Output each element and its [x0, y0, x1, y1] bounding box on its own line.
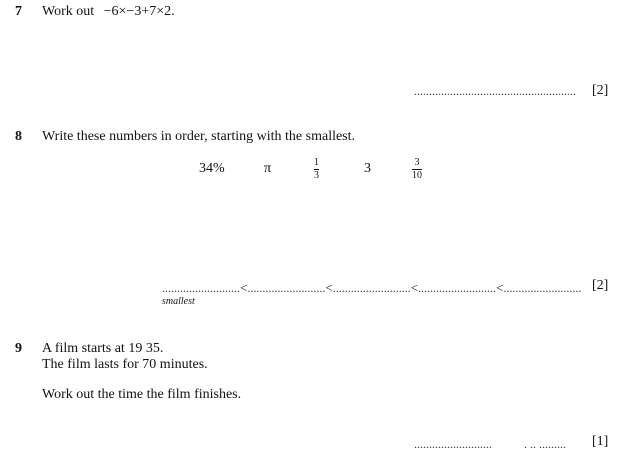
less-than-1: < [240, 280, 248, 295]
question-8-prompt: Write these numbers in order, starting with the smallest. [42, 129, 356, 144]
question-9-number: 9 [15, 341, 22, 356]
question-7-prompt [42, 4, 175, 20]
value-pi: π [264, 161, 272, 176]
question-7-expression: −6×−3+7×2. [103, 4, 175, 19]
question-9-answer-line[interactable]: .......................... [414, 437, 492, 451]
smallest-label: smallest [162, 296, 195, 307]
question-8-number: 8 [15, 129, 22, 144]
blank-4[interactable]: .......................... [418, 281, 497, 295]
value-34-percent: 34% [199, 161, 225, 176]
value-three-tenths [412, 158, 422, 181]
less-than-4: < [496, 280, 504, 295]
blank-1[interactable]: .......................... [162, 281, 240, 295]
ordering-answer-row [162, 280, 581, 296]
question-7-prompt-text: Work out [42, 4, 95, 19]
value-one-third [314, 158, 319, 181]
one-third-denominator: 3 [314, 170, 319, 181]
question-9-marks: [1] [592, 434, 609, 449]
question-9-instruction: Work out the time the film finishes. [42, 387, 242, 402]
blank-3[interactable]: .......................... [332, 281, 411, 295]
question-7-answer-line[interactable]: ...................................................... [414, 84, 576, 98]
blank-2[interactable]: .......................... [247, 281, 326, 295]
one-third-numerator: 1 [314, 157, 319, 168]
three-tenths-numerator: 3 [414, 157, 420, 168]
three-tenths-denominator: 10 [412, 170, 422, 181]
value-three: 3 [364, 161, 371, 176]
question-9-line-2: The film lasts for 70 minutes. [42, 357, 208, 372]
blank-5[interactable]: .......................... [503, 281, 582, 295]
question-7-number: 7 [15, 4, 22, 19]
less-than-2: < [325, 280, 333, 295]
question-9-line-1: A film starts at 19 35. [42, 341, 164, 356]
less-than-3: < [410, 280, 419, 295]
question-8-marks: [2] [592, 278, 609, 293]
question-9-answer-line-2[interactable]: . .. ......... [524, 437, 566, 451]
question-7-marks: [2] [592, 83, 609, 98]
